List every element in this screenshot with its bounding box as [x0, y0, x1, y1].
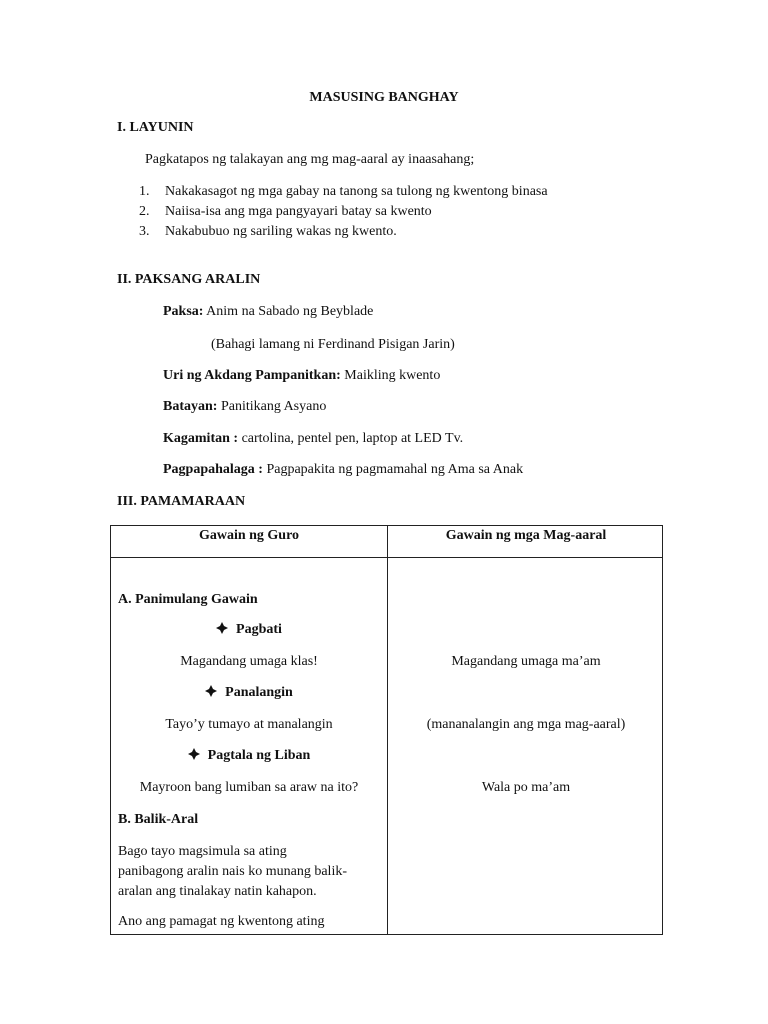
list-number: 3.	[139, 224, 150, 239]
section-heading-layunin: I. LAYUNIN	[117, 120, 194, 135]
pagbati-guro: Magandang umaga klas!	[180, 654, 318, 669]
objective-text: Naiisa-isa ang mga pangyayari batay sa kwento	[165, 204, 432, 219]
field-batayan	[163, 398, 326, 416]
list-item	[117, 183, 548, 203]
document-title: MASUSING BANGHAY	[309, 90, 459, 105]
section-heading-paksang-aralin: II. PAKSANG ARALIN	[117, 272, 261, 287]
pagtala-mag-aaral: Wala po ma’am	[481, 780, 571, 795]
procedure-table	[110, 525, 663, 935]
field-value: Pagpapakita ng pagmamahal ng Ama sa Anak	[262, 462, 524, 477]
field-pagpapahalaga	[163, 461, 523, 479]
balik-aral-question: Ano ang pamagat ng kwentong ating	[118, 914, 325, 929]
list-item	[117, 203, 548, 223]
panalangin-heading	[111, 684, 387, 702]
objective-text: Nakabubuo ng sariling wakas ng kwento.	[165, 224, 397, 239]
field-paksa	[163, 303, 373, 321]
diamond-bullet-icon	[205, 685, 217, 697]
field-uri	[163, 367, 440, 385]
list-number: 2.	[139, 204, 150, 219]
part-a-heading: A. Panimulang Gawain	[118, 592, 258, 607]
field-label: Pagpapahalaga :	[163, 462, 263, 477]
diamond-bullet-icon	[216, 622, 228, 634]
field-value: cartolina, pentel pen, laptop at LED Tv.	[238, 431, 464, 446]
paragraph-line: Bago tayo magsimula sa ating	[118, 844, 287, 859]
field-kagamitan	[163, 430, 463, 448]
pagbati-mag-aaral: Magandang umaga ma’am	[451, 654, 601, 669]
panalangin-label: Panalangin	[225, 685, 293, 700]
objectives-intro: Pagkatapos ng talakayan ang mg mag-aaral ay inaasahang;	[145, 152, 475, 167]
field-value: Maikling kwento	[340, 368, 441, 383]
list-number: 1.	[139, 184, 150, 199]
diamond-bullet-icon	[188, 748, 200, 760]
field-value: Anim na Sabado ng Beyblade	[203, 304, 374, 319]
objective-text: Nakakasagot ng mga gabay na tanong sa tulong ng kwentong binasa	[165, 184, 548, 199]
field-value: Panitikang Asyano	[217, 399, 327, 414]
table-header-mag-aaral: Gawain ng mga Mag-aaral	[445, 528, 607, 543]
part-b-heading: B. Balik-Aral	[118, 812, 199, 827]
field-label: Batayan:	[163, 399, 218, 414]
story-source: (Bahagi lamang ni Ferdinand Pisigan Jarin)	[211, 337, 455, 352]
panalangin-guro: Tayo’y tumayo at manalangin	[165, 717, 333, 732]
balik-aral-paragraph	[118, 842, 380, 902]
paragraph-line: aralan ang tinalakay natin kahapon.	[118, 884, 317, 899]
field-label: Uri ng Akdang Pampanitkan:	[163, 368, 341, 383]
section-heading-pamamaraan: III. PAMAMARAAN	[117, 494, 246, 509]
pagbati-label: Pagbati	[236, 622, 282, 637]
panalangin-mag-aaral: (mananalangin ang mga mag-aaral)	[426, 717, 626, 732]
objectives-list	[117, 183, 548, 243]
list-item	[117, 223, 548, 243]
pagtala-heading	[111, 747, 387, 765]
pagbati-heading	[111, 621, 387, 639]
pagtala-label: Pagtala ng Liban	[207, 748, 311, 763]
pagtala-guro: Mayroon bang lumiban sa araw na ito?	[139, 780, 359, 795]
paragraph-line: panibagong aralin nais ko munang balik-	[118, 864, 347, 879]
field-label: Paksa:	[163, 304, 204, 319]
field-label: Kagamitan :	[163, 431, 239, 446]
table-header-guro: Gawain ng Guro	[198, 528, 300, 543]
